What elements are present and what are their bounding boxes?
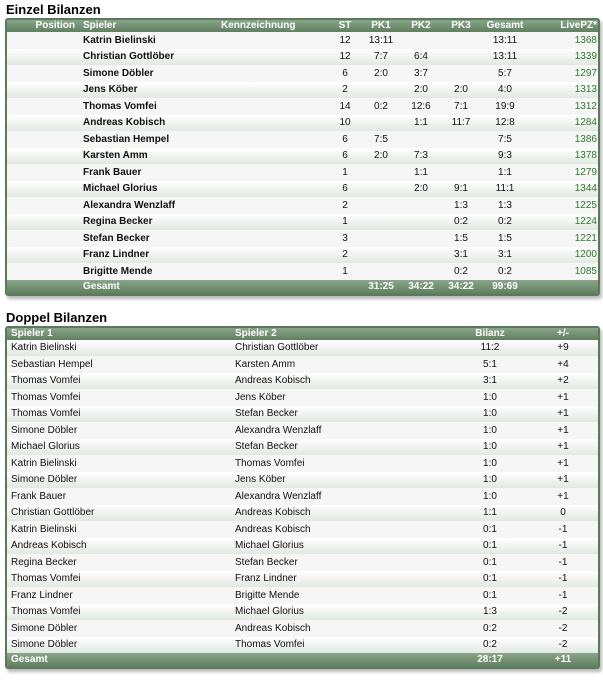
player2-name[interactable]: Brigitte Mende [235, 589, 300, 601]
doppel-row [7, 571, 600, 588]
pk1-cell [361, 247, 401, 264]
bilanz-cell: 11:2 [480, 342, 500, 354]
player-name[interactable]: Stefan Becker [83, 232, 150, 244]
kennzeichnung-cell [217, 82, 329, 99]
player-name[interactable]: Jens Köber [83, 84, 138, 96]
bilanz-cell: 1:3 [483, 606, 497, 618]
gesamt-cell: 3:1 [498, 249, 512, 261]
player1-name[interactable]: Thomas Vomfei [11, 408, 81, 420]
einzel-row [7, 197, 600, 214]
footer-empty [529, 280, 600, 294]
pk1-cell [361, 230, 401, 247]
col-pk1[interactable]: PK1 [361, 20, 401, 32]
einzel-row [7, 181, 600, 198]
kennzeichnung-cell [217, 263, 329, 280]
player-name[interactable]: Franz Lindner [83, 249, 150, 261]
player2-name[interactable]: Michael Glorius [235, 606, 304, 618]
player1-name[interactable]: Simone Döbler [11, 622, 78, 634]
plusminus-cell: +9 [557, 342, 569, 354]
position-cell [7, 82, 79, 99]
bilanz-cell: 0:1 [483, 573, 497, 585]
bilanz-cell: 1:0 [483, 474, 497, 486]
player-name[interactable]: Frank Bauer [83, 166, 142, 178]
pk1-cell [361, 263, 401, 280]
player-name[interactable]: Sebastian Hempel [83, 133, 170, 145]
bilanz-cell: 1:0 [483, 408, 497, 420]
gesamt-cell: 1:3 [498, 199, 512, 211]
player2-name[interactable]: Stefan Becker [235, 556, 298, 568]
livepz-cell: 1386 [574, 133, 597, 145]
livepz-cell: 1284 [574, 117, 597, 129]
player2-name[interactable]: Andreas Kobisch [235, 523, 311, 535]
pk3-cell: 1:5 [454, 232, 468, 244]
pk2-cell [401, 247, 441, 264]
pk1-cell [361, 181, 401, 198]
pk2-cell: 1:1 [414, 117, 428, 129]
player2-name[interactable]: Jens Köber [235, 391, 286, 403]
col-plusminus[interactable]: +/- [525, 328, 600, 340]
pk3-cell: 0:2 [454, 265, 468, 277]
kennzeichnung-cell [217, 230, 329, 247]
bilanz-cell: 1:0 [483, 424, 497, 436]
player1-name[interactable]: Simone Döbler [11, 424, 78, 436]
gesamt-cell: 9:3 [498, 150, 512, 162]
kennzeichnung-cell [217, 98, 329, 115]
bilanz-cell: 1:0 [483, 457, 497, 469]
player-name[interactable]: Katrin Bielinski [83, 34, 156, 46]
einzel-header-row [7, 20, 600, 32]
bilanz-cell: 0:2 [483, 622, 497, 634]
st-cell: 10 [339, 117, 351, 129]
player1-name[interactable]: Thomas Vomfei [11, 573, 81, 585]
pk1-cell: 2:0 [374, 67, 388, 79]
pk3-cell: 11:7 [451, 117, 471, 129]
st-cell: 6 [342, 150, 348, 162]
gesamt-cell: 12:8 [495, 117, 515, 129]
kennzeichnung-cell [217, 197, 329, 214]
st-cell: 6 [342, 67, 348, 79]
st-cell: 2 [342, 249, 348, 261]
pk2-cell: 2:0 [414, 84, 428, 96]
plusminus-cell: +1 [557, 408, 569, 420]
doppel-body [7, 340, 600, 654]
gesamt-cell: 4:0 [498, 84, 512, 96]
pk1-cell [361, 115, 401, 132]
pk1-cell: 2:0 [374, 150, 388, 162]
doppel-row [7, 637, 600, 654]
doppel-row [7, 406, 600, 423]
player2-name[interactable]: Jens Köber [235, 474, 286, 486]
einzel-footer-pk2: 34:22 [401, 280, 441, 294]
plusminus-cell: +1 [557, 391, 569, 403]
livepz-cell: 1312 [574, 100, 597, 112]
doppel-row [7, 538, 600, 555]
einzel-footer-pk1: 31:25 [361, 280, 401, 294]
bilanz-cell: 5:1 [483, 358, 497, 370]
col-gesamt[interactable]: Gesamt [481, 20, 529, 32]
kennzeichnung-cell [217, 49, 329, 66]
livepz-cell: 1297 [574, 67, 597, 79]
col-livepz[interactable]: LivePZ* [529, 20, 600, 32]
gesamt-cell: 11:1 [495, 183, 515, 195]
doppel-row [7, 439, 600, 456]
livepz-cell: 1378 [574, 150, 597, 162]
player1-name[interactable]: Christian Gottlöber [11, 507, 95, 519]
doppel-row [7, 604, 600, 621]
doppel-row [7, 554, 600, 571]
position-cell [7, 164, 79, 181]
st-cell: 12 [339, 51, 351, 63]
player-name[interactable]: Simone Döbler [83, 67, 154, 79]
position-cell [7, 131, 79, 148]
footer-empty [7, 280, 79, 294]
doppel-footer-row [7, 653, 600, 667]
einzel-row [7, 247, 600, 264]
einzel-title: Einzel Bilanzen [6, 2, 101, 17]
doppel-row [7, 521, 600, 538]
doppel-header-row [7, 328, 600, 340]
pk3-cell [441, 131, 481, 148]
col-st[interactable]: ST [329, 20, 361, 32]
einzel-row [7, 98, 600, 115]
doppel-row [7, 356, 600, 373]
plusminus-cell: +4 [557, 358, 569, 370]
livepz-cell: 1221 [574, 232, 597, 244]
st-cell: 12 [339, 34, 351, 46]
player-name[interactable]: Karsten Amm [83, 150, 148, 162]
einzel-footer-gesamt: 99:69 [481, 280, 529, 294]
plusminus-cell: 0 [560, 507, 566, 519]
doppel-row [7, 505, 600, 522]
doppel-footer-label: Gesamt [7, 653, 231, 667]
st-cell: 1 [342, 216, 348, 228]
st-cell: 1 [342, 265, 348, 277]
einzel-row [7, 148, 600, 165]
pk1-cell: 13:11 [368, 34, 394, 46]
player1-name[interactable]: Franz Lindner [11, 589, 73, 601]
col-pk2[interactable]: PK2 [401, 20, 441, 32]
kennzeichnung-cell [217, 32, 329, 49]
pk1-cell [361, 197, 401, 214]
pk2-cell [401, 263, 441, 280]
doppel-section [0, 310, 603, 670]
plusminus-cell: -1 [558, 523, 568, 535]
position-cell [7, 230, 79, 247]
col-position[interactable]: Position [7, 20, 79, 32]
player2-name[interactable]: Stefan Becker [235, 441, 298, 453]
player2-name[interactable]: Stefan Becker [235, 408, 298, 420]
doppel-table-box [5, 326, 600, 670]
doppel-title: Doppel Bilanzen [6, 309, 108, 325]
kennzeichnung-cell [217, 181, 329, 198]
footer-empty [329, 280, 361, 294]
position-cell [7, 32, 79, 49]
plusminus-cell: -1 [558, 540, 568, 552]
einzel-row [7, 230, 600, 247]
player1-name[interactable]: Sebastian Hempel [11, 358, 93, 370]
plusminus-cell: +1 [557, 441, 569, 453]
pk1-cell [361, 214, 401, 231]
pk1-cell [361, 82, 401, 99]
plusminus-cell: -2 [558, 639, 568, 651]
col-spieler2[interactable]: Spieler 2 [231, 328, 455, 340]
pk2-cell: 1:1 [414, 166, 428, 178]
pk2-cell [401, 214, 441, 231]
plusminus-cell: -1 [558, 589, 568, 601]
pk3-cell: 2:0 [454, 84, 468, 96]
position-cell [7, 247, 79, 264]
player2-name[interactable]: Karsten Amm [235, 358, 296, 370]
livepz-cell: 1225 [574, 199, 597, 211]
bilanz-cell: 0:2 [483, 639, 497, 651]
player2-name[interactable]: Michael Glorius [235, 540, 304, 552]
col-spieler[interactable]: Spieler [79, 20, 217, 32]
bilanz-cell: 1:0 [483, 391, 497, 403]
player1-name[interactable]: Katrin Bielinski [11, 523, 77, 535]
plusminus-cell: -1 [558, 556, 568, 568]
position-cell [7, 65, 79, 82]
kennzeichnung-cell [217, 65, 329, 82]
bilanz-cell: 1:0 [483, 441, 497, 453]
kennzeichnung-cell [217, 115, 329, 132]
player1-name[interactable]: Regina Becker [11, 556, 77, 568]
pk3-cell: 3:1 [454, 249, 468, 261]
st-cell: 2 [342, 199, 348, 211]
pk2-cell: 12:6 [411, 100, 431, 112]
plusminus-cell: +1 [557, 424, 569, 436]
position-cell [7, 98, 79, 115]
livepz-cell: 1279 [574, 166, 597, 178]
pk3-cell: 9:1 [454, 183, 468, 195]
pk1-cell: 7:5 [374, 133, 388, 145]
player-name[interactable]: Andreas Kobisch [83, 117, 166, 129]
doppel-table [7, 328, 600, 668]
einzel-row [7, 65, 600, 82]
pk1-cell: 0:2 [374, 100, 388, 112]
livepz-cell: 1085 [574, 265, 597, 277]
player1-name[interactable]: Katrin Bielinski [11, 457, 77, 469]
einzel-row [7, 164, 600, 181]
bilanz-cell: 0:1 [483, 523, 497, 535]
player2-name[interactable]: Alexandra Wenzlaff [235, 490, 322, 502]
pk2-cell [401, 230, 441, 247]
einzel-body [7, 32, 600, 280]
kennzeichnung-cell [217, 131, 329, 148]
pk1-cell [361, 164, 401, 181]
player1-name[interactable]: Michael Glorius [11, 441, 80, 453]
gesamt-cell: 0:2 [498, 265, 512, 277]
gesamt-cell: 13:11 [492, 34, 518, 46]
kennzeichnung-cell [217, 214, 329, 231]
einzel-table [7, 20, 600, 294]
pk1-cell: 7:7 [374, 51, 388, 63]
st-cell: 1 [342, 166, 348, 178]
position-cell [7, 181, 79, 198]
position-cell [7, 263, 79, 280]
plusminus-cell: +2 [557, 375, 569, 387]
plusminus-cell: -2 [558, 622, 568, 634]
player2-name[interactable]: Thomas Vomfei [235, 457, 305, 469]
player1-name[interactable]: Simone Döbler [11, 639, 78, 651]
kennzeichnung-cell [217, 247, 329, 264]
livepz-cell: 1313 [574, 84, 597, 96]
pk3-cell [441, 49, 481, 66]
bilanz-cell: 1:1 [483, 507, 497, 519]
player-name[interactable]: Brigitte Mende [83, 265, 153, 277]
position-cell [7, 148, 79, 165]
pk2-cell [401, 32, 441, 49]
st-cell: 6 [342, 133, 348, 145]
einzel-row [7, 32, 600, 49]
gesamt-cell: 1:5 [498, 232, 512, 244]
bilanz-cell: 0:1 [483, 556, 497, 568]
plusminus-cell: -2 [558, 606, 568, 618]
einzel-section [0, 0, 603, 296]
gesamt-cell: 7:5 [498, 133, 512, 145]
player1-name[interactable]: Andreas Kobisch [11, 540, 87, 552]
player2-name[interactable]: Andreas Kobisch [235, 507, 311, 519]
einzel-row [7, 214, 600, 231]
doppel-footer-plusminus: +11 [525, 653, 600, 667]
einzel-footer-pk3: 34:22 [441, 280, 481, 294]
doppel-row [7, 422, 600, 439]
plusminus-cell: -1 [558, 573, 568, 585]
kennzeichnung-cell [217, 148, 329, 165]
player-name[interactable]: Michael Glorius [83, 183, 158, 195]
pk2-cell [401, 131, 441, 148]
player1-name[interactable]: Thomas Vomfei [11, 375, 81, 387]
player1-name[interactable]: Thomas Vomfei [11, 606, 81, 618]
einzel-footer-row [7, 280, 600, 294]
plusminus-cell: +1 [557, 490, 569, 502]
pk2-cell: 6:4 [414, 51, 428, 63]
livepz-cell: 1339 [574, 51, 597, 63]
doppel-row [7, 340, 600, 357]
bilanz-cell: 1:0 [483, 490, 497, 502]
einzel-table-box [5, 18, 600, 296]
player2-name[interactable]: Thomas Vomfei [235, 639, 305, 651]
doppel-row [7, 472, 600, 489]
col-spieler1[interactable]: Spieler 1 [7, 328, 231, 340]
pk2-cell: 3:7 [414, 67, 428, 79]
player2-name[interactable]: Andreas Kobisch [235, 622, 311, 634]
doppel-row [7, 389, 600, 406]
einzel-row [7, 115, 600, 132]
footer-empty [231, 653, 455, 667]
player1-name[interactable]: Thomas Vomfei [11, 391, 81, 403]
footer-empty [217, 280, 329, 294]
doppel-row [7, 620, 600, 637]
livepz-cell: 1224 [574, 216, 597, 228]
gesamt-cell: 13:11 [492, 51, 518, 63]
plusminus-cell: +1 [557, 474, 569, 486]
einzel-row [7, 263, 600, 280]
player2-name[interactable]: Andreas Kobisch [235, 375, 311, 387]
pk3-cell: 0:2 [454, 216, 468, 228]
kennzeichnung-cell [217, 164, 329, 181]
player2-name[interactable]: Christian Gottlöber [235, 342, 319, 354]
col-bilanz[interactable]: Bilanz [455, 328, 525, 340]
livepz-cell: 1368 [574, 34, 597, 46]
pk3-cell [441, 65, 481, 82]
pk2-cell [401, 197, 441, 214]
livepz-cell: 1200 [574, 249, 597, 261]
pk2-cell: 2:0 [414, 183, 428, 195]
player2-name[interactable]: Franz Lindner [235, 573, 297, 585]
livepz-cell: 1344 [574, 183, 597, 195]
plusminus-cell: +1 [557, 457, 569, 469]
player1-name[interactable]: Simone Döbler [11, 474, 78, 486]
einzel-row [7, 49, 600, 66]
st-cell: 14 [339, 100, 351, 112]
player-name[interactable]: Regina Becker [83, 216, 153, 228]
gesamt-cell: 1:1 [498, 166, 512, 178]
player1-name[interactable]: Frank Bauer [11, 490, 67, 502]
einzel-footer-label: Gesamt [79, 280, 217, 294]
bilanz-cell: 0:1 [483, 589, 497, 601]
player-name[interactable]: Alexandra Wenzlaff [83, 199, 176, 211]
pk3-cell [441, 164, 481, 181]
st-cell: 3 [342, 232, 348, 244]
position-cell [7, 197, 79, 214]
pk2-cell: 7:3 [414, 150, 428, 162]
player-name[interactable]: Thomas Vomfei [83, 100, 157, 112]
pk3-cell: 7:1 [454, 100, 468, 112]
doppel-row [7, 488, 600, 505]
bilanz-cell: 3:1 [483, 375, 497, 387]
gesamt-cell: 5:7 [498, 67, 512, 79]
pk3-cell [441, 148, 481, 165]
st-cell: 6 [342, 183, 348, 195]
doppel-footer-bilanz: 28:17 [455, 653, 525, 667]
bilanz-cell: 0:1 [483, 540, 497, 552]
position-cell [7, 49, 79, 66]
player-name[interactable]: Christian Gottlöber [83, 51, 175, 63]
doppel-row [7, 587, 600, 604]
einzel-row [7, 131, 600, 148]
pk3-cell [441, 32, 481, 49]
einzel-row [7, 82, 600, 99]
position-cell [7, 115, 79, 132]
position-cell [7, 214, 79, 231]
col-kennzeichnung[interactable]: Kennzeichnung [217, 20, 329, 32]
gesamt-cell: 0:2 [498, 216, 512, 228]
doppel-row [7, 455, 600, 472]
player1-name[interactable]: Katrin Bielinski [11, 342, 77, 354]
gesamt-cell: 19:9 [495, 100, 515, 112]
st-cell: 2 [342, 84, 348, 96]
pk3-cell: 1:3 [454, 199, 468, 211]
col-pk3[interactable]: PK3 [441, 20, 481, 32]
player2-name[interactable]: Alexandra Wenzlaff [235, 424, 322, 436]
doppel-row [7, 373, 600, 390]
